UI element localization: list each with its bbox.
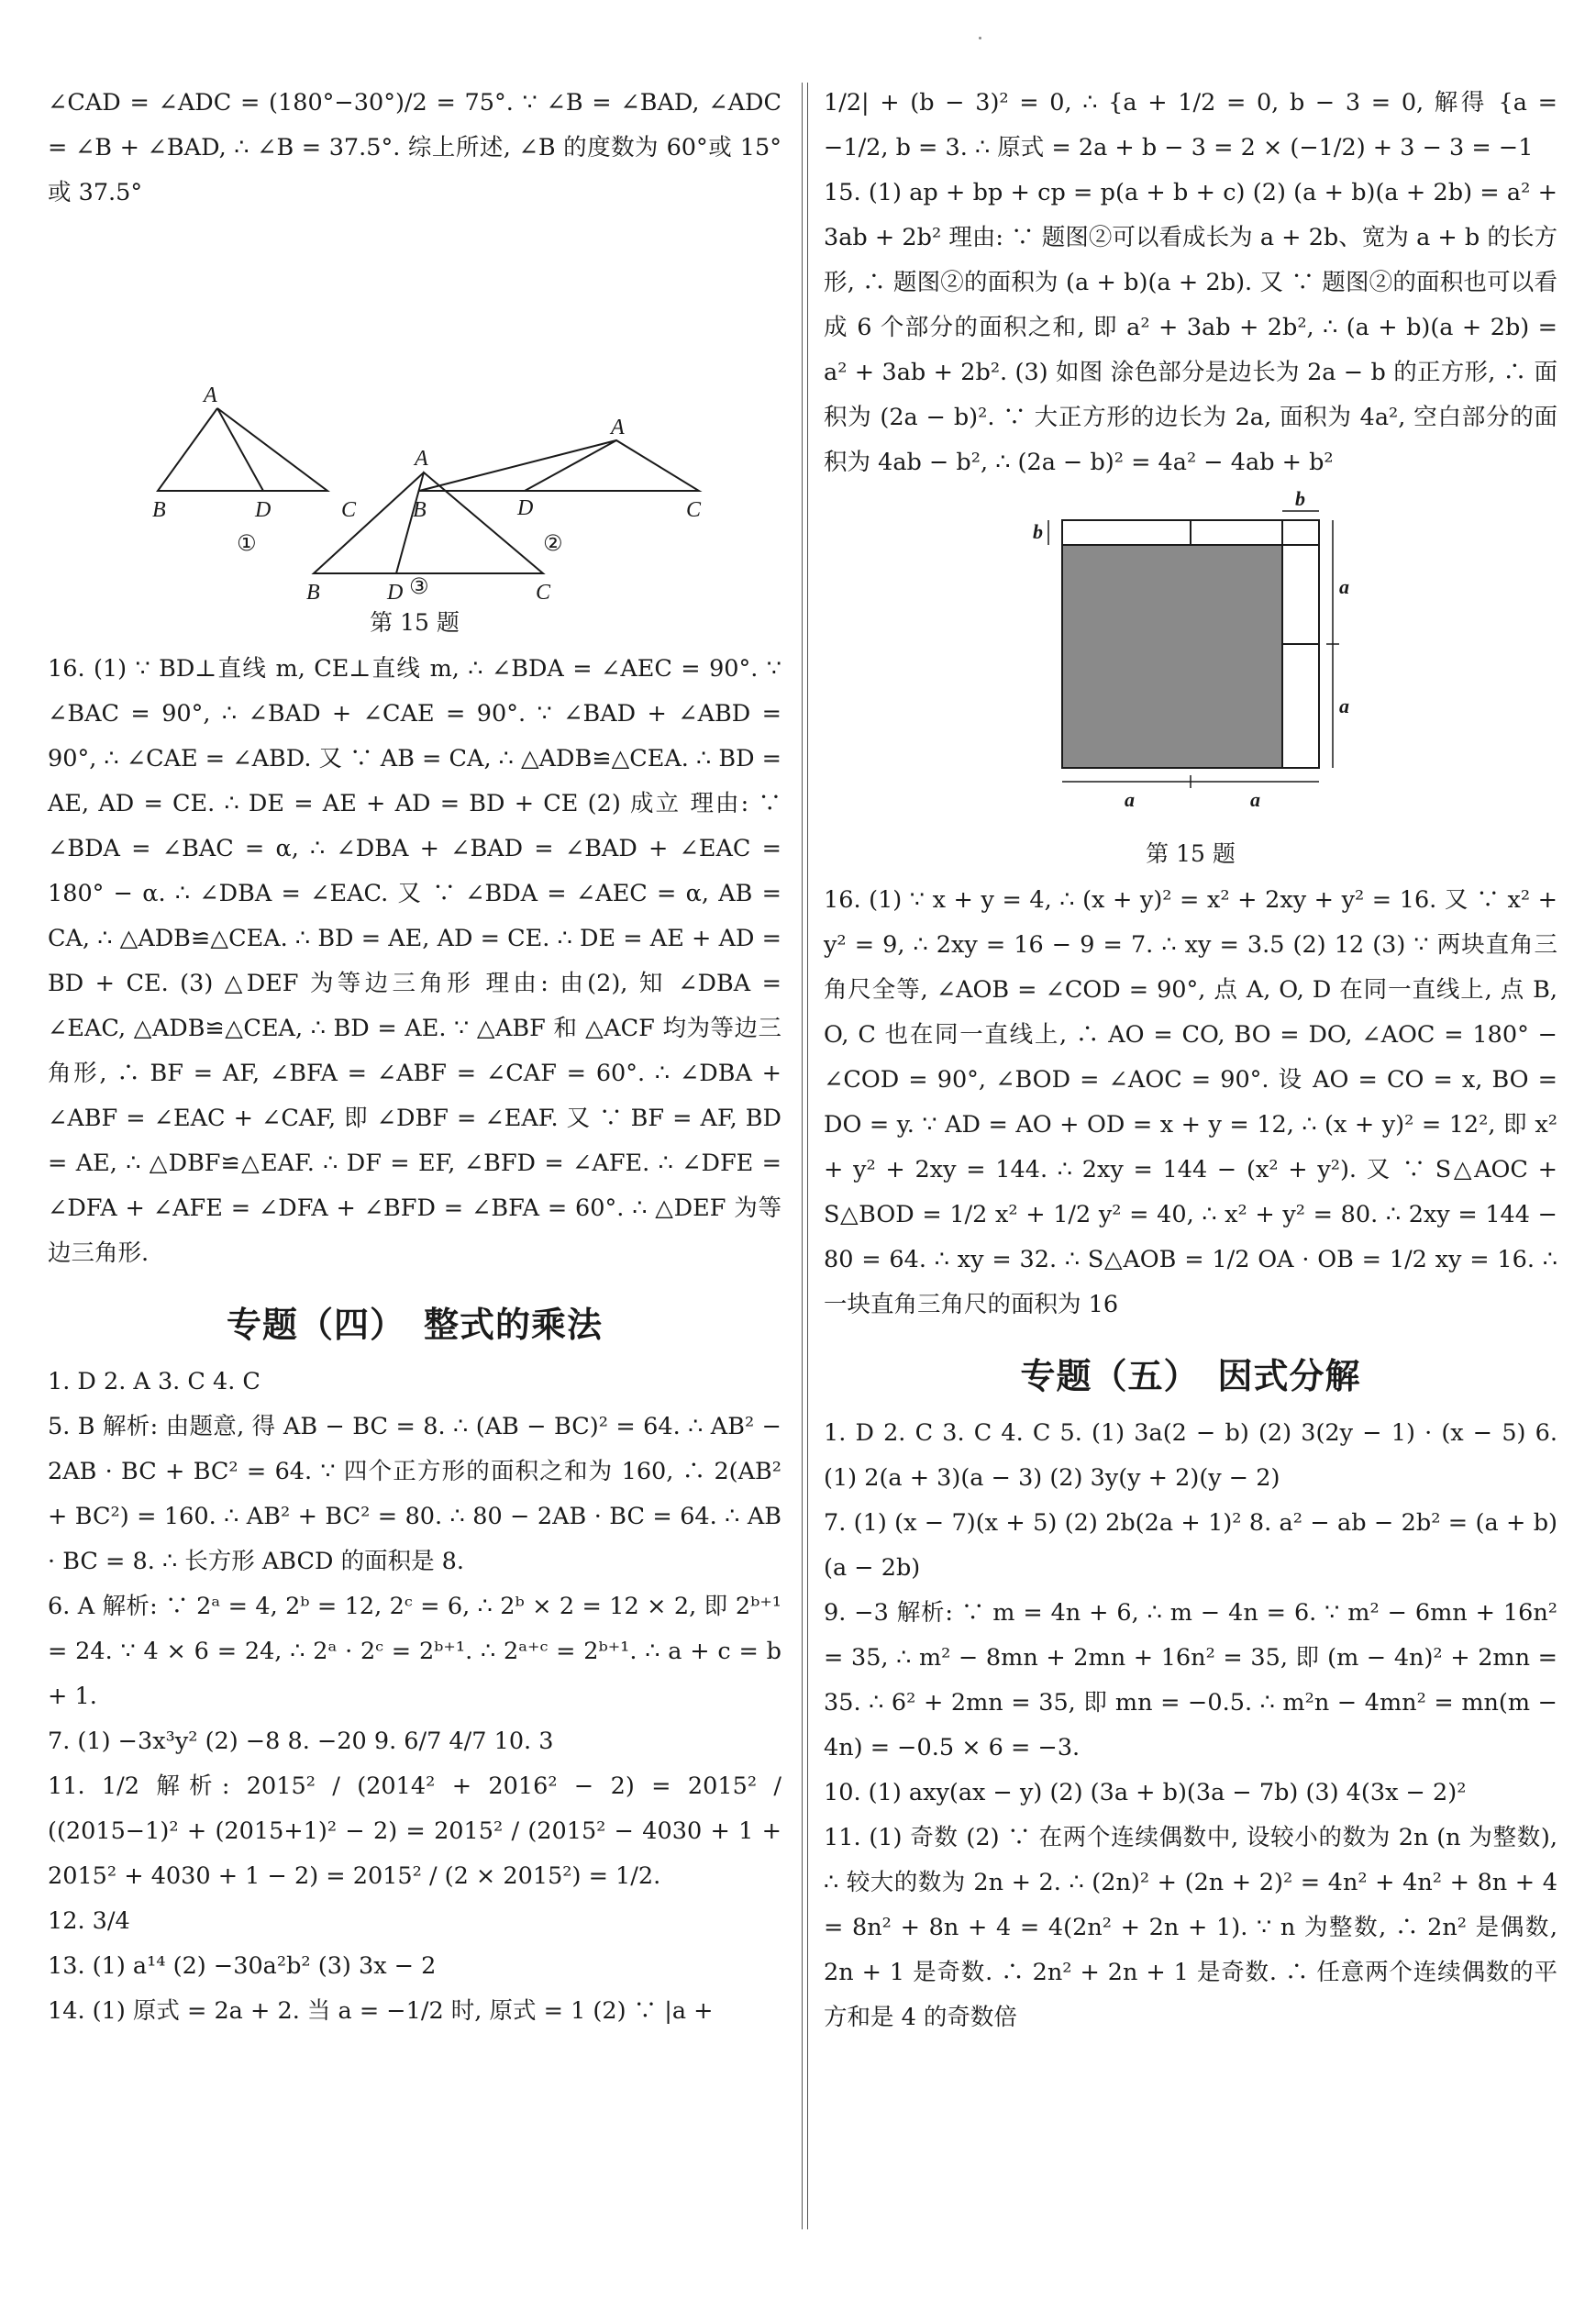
figure-caption-2: 第 15 题 xyxy=(1146,840,1236,867)
fig-number-2: ② xyxy=(543,530,563,556)
fig-number-3: ③ xyxy=(409,573,429,599)
label-b-top: b xyxy=(1295,487,1305,510)
q13-answer: 13. (1) a¹⁴ (2) −30a²b² (3) 3x − 2 xyxy=(48,1952,437,1980)
label-a-right-1: a xyxy=(1339,575,1349,598)
q1-4-answers: 1. D 2. A 3. C 4. C xyxy=(48,1368,260,1395)
label-B1: B xyxy=(152,498,166,522)
q10-answer: 10. (1) axy(ax − y) (2) (3a + b)(3a − 7b) (3) 4(3x − 2)² xyxy=(824,1779,1467,1806)
q11-answer: 11. 1/2 解析: 2015² / (2014² + 2016² − 2) = 2015² / ((2015−1)² + (2015+1)² − 2) = 2015² / (2015² − 4030 + 1 + 2015² + 4030 + 1 − 2) = 2015² / (2 × 2015²) = 1/2. xyxy=(48,1772,781,1890)
label-A2: A xyxy=(611,416,625,439)
figure-caption: 第 15 题 xyxy=(370,609,460,636)
section-heading-5: 专题（五） 因式分解 xyxy=(1020,1356,1361,1396)
right-column xyxy=(824,81,1557,2040)
q7-8-answers: 7. (1) (x − 7)(x + 5) (2) 2b(2a + 1)² 8. a² − ab − 2b² = (a + b)(a − 2b) xyxy=(824,1509,1557,1582)
label-D3: D xyxy=(387,581,404,605)
label-A3: A xyxy=(415,447,428,471)
q14-answer: 14. (1) 原式 = 2a + 2. 当 a = −1/2 时, 原式 = 1 (2) ∵ |a + xyxy=(48,1997,714,2025)
label-a-right-2: a xyxy=(1339,694,1349,717)
section-heading-4: 专题（四） 整式的乘法 xyxy=(226,1305,603,1345)
triangle-2 xyxy=(419,440,699,491)
triangle-3-number xyxy=(66,568,763,601)
q16-answer: 16. (1) ∵ BD⊥直线 m, CE⊥直线 m, ∴ ∠BDA = ∠AEC = 90°. ∵ ∠BAC = 90°, ∴ ∠BAD + ∠CAE = 90°. ∵ ∠BAD + ∠ABD = 90°, ∴ ∠CAE = ∠ABD. 又 ∵ AB = CA, ∴ △ADB≌△CEA. ∴ BD = AE, AD = CE. ∴ DE = AE + AD = BD + CE (2) 成立 理由: ∵ ∠BDA = ∠BAC = α, ∴ ∠DBA + ∠BAD = ∠BAD + ∠EAC = 180° − α. ∴ ∠DBA = ∠EAC. 又 ∵ ∠BDA = ∠AEC = α, AB = CA, ∴ △ADB≌△CEA. ∴ BD = AE, AD = CE. ∴ DE = AE + AD = BD + CE. (3) △DEF 为等边三角形 理由: 由(2), 知 ∠DBA = ∠EAC, △ADB≌△CEA, ∴ BD = AE. ∵ △ABF 和 △ACF 均为等边三角形, ∴ BF = AF, ∠BFA = ∠ABF = ∠CAF = 60°. ∴ ∠DBA + ∠ABF = ∠EAC + ∠CAF, 即 ∠DBF = ∠EAF. 又 ∵ BF = AF, BD = AE, ∴ △DBF≌△EAF. ∴ DF = EF, ∠BFD = ∠AFE. ∴ ∠DFE = ∠DFA + ∠AFE = ∠DFA + ∠BFD = ∠BFA = 60°. ∴ △DEF 为等边三角形. xyxy=(48,655,781,1267)
label-A1: A xyxy=(204,383,217,407)
q15-answer: 15. (1) ap + bp + cp = p(a + b + c) (2) (a + b)(a + 2b) = a² + 3ab + 2b² 理由: ∵ 题图②可以看成长为 a + 2b、宽为 a + b 的长方形, ∴ 题图②的面积为 (a + b)(a + 2b). 又 ∵ 题图②的面积也可以看成 6 个部分的面积之和, 即 a² + 3ab + 2b², ∴ (a + b)(a + 2b) = a² + 3ab + 2b². (3) 如图 涂色部分是边长为 2a − b 的正方形, ∴ 面积为 (2a − b)². ∵ 大正方形的边长为 2a, 面积为 4a², 空白部分的面积为 4ab − b², ∴ (2a − b)² = 4a² − 4ab + b² xyxy=(824,179,1557,476)
label-D1: D xyxy=(255,498,272,522)
q15-continuation: ∠CAD = ∠ADC = (180°−30°)/2 = 75°. ∵ ∠B = ∠BAD, ∠ADC = ∠B + ∠BAD, ∴ ∠B = 37.5°. 综上所述, ∠B 的度数为 60°或 15°或 37.5° xyxy=(48,89,781,206)
label-C3: C xyxy=(536,581,551,605)
q6-answer: 6. A 解析: ∵ 2ᵃ = 4, 2ᵇ = 12, 2ᶜ = 6, ∴ 2ᵇ × 2 = 12 × 2, 即 2ᵇ⁺¹ = 24. ∵ 4 × 6 = 24, ∴ 2ᵃ · 2ᶜ = 2ᵇ⁺¹. ∴ 2ᵃ⁺ᶜ = 2ᵇ⁺¹. ∴ a + c = b + 1. xyxy=(48,1593,781,1710)
label-b-left: b xyxy=(1033,520,1043,543)
fig-number-1: ① xyxy=(237,530,257,556)
label-D2: D xyxy=(517,496,534,520)
label-B2: B xyxy=(413,498,427,522)
square-figure xyxy=(980,487,1402,832)
q12-answer: 12. 3/4 xyxy=(48,1907,130,1935)
q7-10-answers: 7. (1) −3x³y² (2) −8 8. −20 9. 6/7 4/7 10. 3 xyxy=(48,1728,554,1755)
triangles-figure xyxy=(66,216,763,605)
q16-answer-right: 16. (1) ∵ x + y = 4, ∴ (x + y)² = x² + 2xy + y² = 16. 又 ∵ x² + y² = 9, ∴ 2xy = 16 − 9 = 7. ∴ xy = 3.5 (2) 12 (3) ∵ 两块直角三角尺全等, ∠AOB = ∠COD = 90°, 点 A, O, D 在同一直线上, 点 B, O, C 也在同一直线上, ∴ AO = CO, BO = DO, ∠AOC = 180° − ∠COD = 90°, ∠BOD = ∠AOC = 90°. 设 AO = CO = x, BO = DO = y. ∵ AD = AO + OD = x + y = 12, ∴ (x + y)² = 12², 即 x² + y² + 2xy = 144. ∴ 2xy = 144 − (x² + y²). 又 ∵ S△AOC + S△BOD = 1/2 x² + 1/2 y² = 40, ∴ x² + y² = 80. ∴ 2xy = 144 − 80 = 64. ∴ xy = 32. ∴ S△AOB = 1/2 OA · OB = 1/2 xy = 16. ∴ 一块直角三角尺的面积为 16 xyxy=(824,886,1557,1318)
label-a-bottom-2: a xyxy=(1250,788,1260,811)
column-divider xyxy=(807,83,808,2229)
triangle-2-segment xyxy=(525,440,616,491)
label-a-bottom-1: a xyxy=(1125,788,1135,811)
page-dot xyxy=(979,37,981,39)
label-C2: C xyxy=(686,498,702,522)
q11-answer-right: 11. (1) 奇数 (2) ∵ 在两个连续偶数中, 设较小的数为 2n (n 为整数), ∴ 较大的数为 2n + 2. ∴ (2n)² + (2n + 2)² = 4n² + 4n² + 8n + 4 = 8n² + 8n + 4 = 4(2n² + 2n + 1). ∵ n 为整数, ∴ 2n² 是偶数, 2n + 1 是奇数. ∴ 2n² + 2n + 1 是奇数. ∴ 任意两个连续偶数的平方和是 4 的奇数倍 xyxy=(824,1824,1557,2031)
q14-continuation: 1/2| + (b − 3)² = 0, ∴ {a + 1/2 = 0, b − 3 = 0, 解得 {a = −1/2, b = 3. ∴ 原式 = 2a + b − 3 = 2 × (−1/2) + 3 − 3 = −1 xyxy=(824,89,1557,161)
triangle-1 xyxy=(158,408,327,491)
column-divider xyxy=(802,83,803,2229)
q1-6-answers: 1. D 2. C 3. C 4. C 5. (1) 3a(2 − b) (2) 3(2y − 1) · (x − 5) 6. (1) 2(a + 3)(a − 3) (2) 3y(y + 2)(y − 2) xyxy=(824,1419,1557,1492)
label-C1: C xyxy=(341,498,357,522)
q5-answer: 5. B 解析: 由题意, 得 AB − BC = 8. ∴ (AB − BC)² = 64. ∴ AB² − 2AB · BC + BC² = 64. ∵ 四个正方形的面积之和为 160, ∴ 2(AB² + BC²) = 160. ∴ AB² + BC² = 80. ∴ 80 − 2AB · BC = 64. ∴ AB · BC = 8. ∴ 长方形 ABCD 的面积是 8. xyxy=(48,1413,781,1575)
label-B3: B xyxy=(306,581,320,605)
q9-answer: 9. −3 解析: ∵ m = 4n + 6, ∴ m − 4n = 6. ∵ m² − 6mn + 16n² = 35, ∴ m² − 8mn + 2mn + 16n² = 35, 即 (m − 4n)² + 2mn = 35. ∴ 6² + 2mn = 35, 即 mn = −0.5. ∴ m²n − 4mn² = mn(m − 4n) = −0.5 × 6 = −3. xyxy=(824,1599,1557,1761)
left-column xyxy=(48,81,781,2034)
shaded-square xyxy=(1063,546,1281,767)
